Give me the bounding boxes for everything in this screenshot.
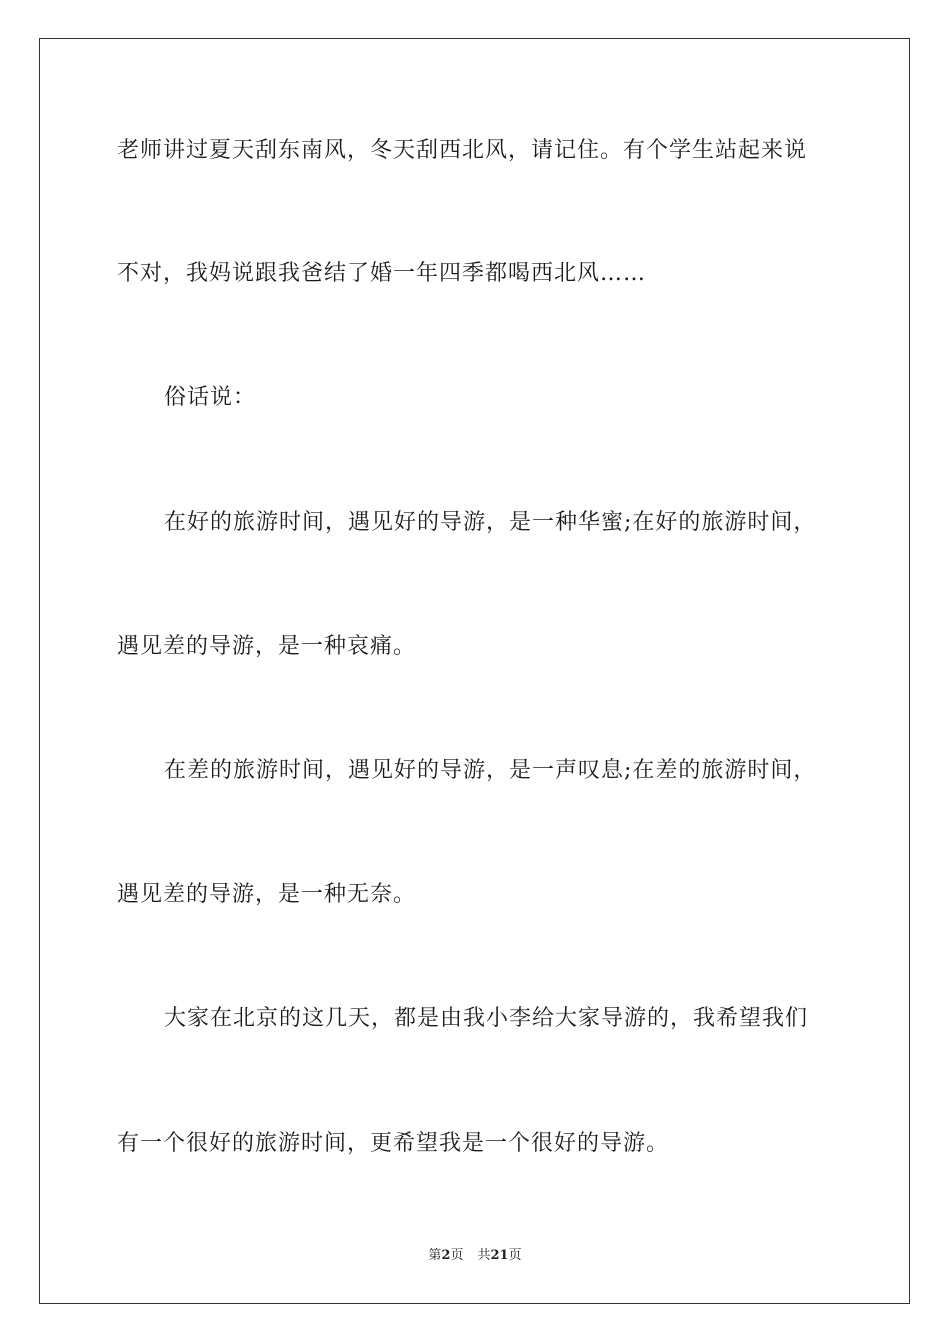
footer-total-prefix: 共 — [477, 1248, 491, 1263]
page-footer — [0, 1247, 950, 1265]
paragraph-line-7: 遇见差的导游，是一种无奈。 — [117, 882, 417, 907]
footer-page-number: 2 — [441, 1248, 451, 1263]
footer-total-pages: 21 — [490, 1248, 509, 1263]
paragraph-line-6: 在差的旅游时间，遇见好的导游，是一声叹息;在差的旅游时间， — [164, 758, 817, 783]
paragraph-line-3: 俗话说： — [164, 385, 257, 410]
footer-page-suffix: 页 — [450, 1248, 464, 1263]
paragraph-line-5: 遇见差的导游，是一种哀痛。 — [117, 634, 417, 659]
paragraph-line-8: 大家在北京的这几天，都是由我小李给大家导游的，我希望我们 — [164, 1006, 809, 1031]
footer-total-suffix: 页 — [508, 1248, 522, 1263]
paragraph-line-9: 有一个很好的旅游时间，更希望我是一个很好的导游。 — [117, 1131, 670, 1156]
page-border — [39, 38, 910, 1304]
footer-page-prefix: 第 — [428, 1248, 442, 1263]
paragraph-line-2: 不对，我妈说跟我爸结了婚一年四季都喝西北风…… — [117, 261, 647, 286]
paragraph-line-1: 老师讲过夏天刮东南风，冬天刮西北风，请记住。有个学生站起来说 — [117, 138, 808, 163]
paragraph-line-4: 在好的旅游时间，遇见好的导游，是一种华蜜;在好的旅游时间， — [164, 510, 817, 535]
